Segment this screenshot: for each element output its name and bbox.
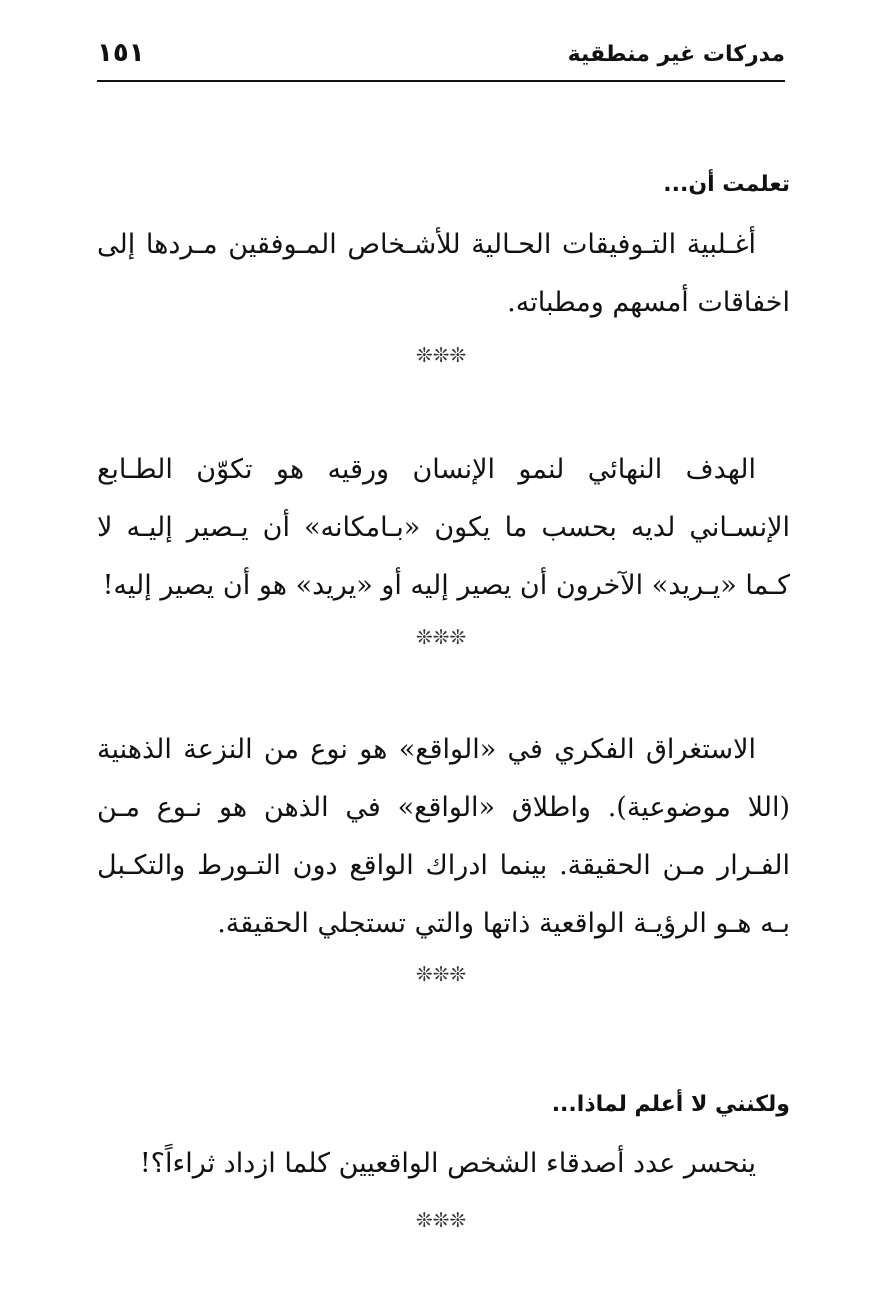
separator: ❊❊❊ [415, 1208, 467, 1232]
section-heading: ولكنني لا أعلم لماذا... [551, 1092, 790, 1117]
separator: ❊❊❊ [415, 962, 467, 986]
section-1 [97, 172, 790, 197]
running-title: مدركات غير منطقية [567, 42, 785, 67]
page-number: ١٥١ [97, 38, 145, 68]
section-4-body [97, 1135, 790, 1193]
section-paragraph: أغـلبية التـوفيقات الحـالية للأشـخاص المـوفقين مـردها إلى اخفاقات أمسهم ومطباته. [97, 229, 790, 318]
section-paragraph: الهدف النهائي لنمو الإنسان ورقيه هو تكوّن الطـابع الإنسـاني لديه بحسب ما يكون «بـامكانه» أن يـصير إليـه لا كـما «يـريد» الآخرون أن يصير إليه أو «يريد» هو أن يصير إليه! [97, 454, 790, 601]
section-4 [97, 1092, 790, 1117]
section-paragraph: الاستغراق الفكري في «الواقع» هو نوع من النزعة الذهنية (اللا موضوعية). واطلاق «الواقع» في الذهن هو نـوع مـن الفـرار مـن الحقيقة. بينما ادراك الواقع دون التـورط والتكـبل بـه هـو الرؤيـة الواقعية ذاتها والتي تستجلي الحقيقة. [97, 734, 790, 939]
section-1-body [97, 216, 790, 332]
page-header [97, 36, 785, 82]
separator: ❊❊❊ [415, 625, 467, 649]
section-heading: تعلمت أن... [663, 172, 790, 197]
section-2 [97, 441, 790, 615]
separator: ❊❊❊ [415, 343, 467, 367]
section-3 [97, 721, 790, 953]
section-paragraph: ينحسر عدد أصدقاء الشخص الواقعيين كلما ازداد ثراءاً؟! [139, 1148, 756, 1179]
